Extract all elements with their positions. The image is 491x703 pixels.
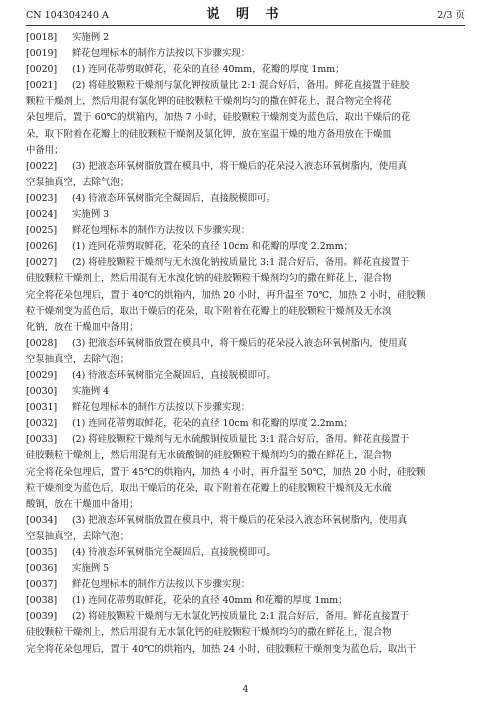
paragraph-number: [0028] bbox=[26, 337, 58, 349]
paragraph-line: 鲜花包埋标本的制作方法按以下步骤实现： bbox=[72, 579, 251, 591]
paragraph-line: (3) 把液态环氧树脂放置在模具中，将干燥后的花朵浸入液态环氧树脂内，使用真 bbox=[72, 160, 408, 172]
paragraph-line: (4) 待液态环氧树脂完全凝固后，直接脱模即可。 bbox=[72, 369, 276, 381]
paragraph-line: (1) 连同花蒂剪取鲜花，花朵的直径 40mm 和花瓣的厚度 1mm； bbox=[72, 595, 348, 607]
paragraph-line: 颗粒干燥剂上，然后用混有氯化钾的硅胶颗粒干燥剂均匀的撒在鲜花上，混合物完全将花 bbox=[26, 96, 392, 108]
paragraph-line: 空泵抽真空，去除气泡； bbox=[26, 176, 130, 188]
paragraph-number: [0038] bbox=[26, 595, 58, 607]
paragraph bbox=[26, 609, 465, 657]
paragraph-line: 鲜花包埋标本的制作方法按以下步骤实现： bbox=[72, 48, 251, 60]
paragraph bbox=[26, 336, 465, 368]
document-title: 说 明 书 bbox=[206, 7, 285, 22]
paragraph-number: [0023] bbox=[26, 192, 58, 204]
paragraph-line: (1) 连同花蒂剪取鲜花，花朵的直径 10cm 和花瓣的厚度 2.2mm； bbox=[72, 241, 353, 253]
paragraph-line: 鲜花包埋标本的制作方法按以下步骤实现： bbox=[72, 225, 251, 237]
paragraph-line: 完全将花朵包埋后，置于 40℃的烘箱内，加热 24 小时，硅胶颗粒干燥剂变为蓝色后，取出干 bbox=[26, 643, 417, 655]
paragraph bbox=[26, 239, 465, 255]
paragraph-number: [0037] bbox=[26, 579, 58, 591]
paragraph-line: (2) 将硅胶颗粒干燥剂与氯化钾按质量比 2:1 混合好后，备用。鲜花直接置于硅胶 bbox=[72, 80, 410, 92]
paragraph bbox=[26, 416, 465, 432]
paragraph-number: [0020] bbox=[26, 64, 58, 76]
paragraph-line: (4) 待液态环氧树脂完全凝固后，直接脱模即可。 bbox=[72, 547, 276, 558]
paragraph-line: 酸铜，放在干燥皿中备用； bbox=[26, 498, 139, 510]
header-rule bbox=[26, 25, 465, 26]
paragraph-line: 完全将花朵包埋后，置于 45℃的烘箱内，加热 4 小时，再升温至 50℃，加热 20 小时，硅胶颗 bbox=[26, 466, 426, 478]
paragraph bbox=[26, 223, 465, 239]
document-body bbox=[26, 30, 465, 658]
paragraph-line: 实施例 2 bbox=[72, 32, 110, 43]
paragraph-line: (1) 连同花蒂剪取鲜花，花朵的直径 40mm，花瓣的厚度 1mm； bbox=[72, 64, 345, 76]
paragraph-number: [0024] bbox=[26, 209, 58, 221]
paragraph-line: 完全将花朵包埋后，置于 40℃的烘箱内，加热 20 小时，再升温至 70℃，加热 2 小时，硅胶颗 bbox=[26, 289, 426, 301]
paragraph bbox=[26, 513, 465, 545]
paragraph-line: 硅胶颗粒干燥剂上，然后用混有无水硫酸铜的硅胶颗粒干燥剂均匀的撒在鲜花上，混合物 bbox=[26, 450, 392, 462]
paragraph-line: (1) 连同花蒂剪取鲜花，花朵的直径 10cm 和花瓣的厚度 2.2mm； bbox=[72, 418, 353, 430]
paragraph bbox=[26, 46, 465, 62]
paragraph bbox=[26, 432, 465, 512]
paragraph-line: 粒干燥剂变为蓝色后，取出干燥后的花朵，取下附着在花瓣上的硅胶颗粒干燥剂及无水溴 bbox=[26, 305, 392, 317]
paragraph bbox=[26, 400, 465, 416]
paragraph-number: [0032] bbox=[26, 418, 58, 430]
paragraph-number: [0022] bbox=[26, 160, 58, 172]
paragraph-number: [0039] bbox=[26, 611, 58, 623]
paragraph-line: (2) 将硅胶颗粒干燥剂与无水溴化钠按质量比 3:1 混合好后，备用。鲜花直接置于 bbox=[72, 257, 410, 269]
paragraph-line: 空泵抽真空，去除气泡； bbox=[26, 530, 130, 542]
paragraph-line: 朵，取下附着在花瓣上的硅胶颗粒干燥剂及氯化钾，放在室温干燥的地方备用放在干燥皿 bbox=[26, 128, 392, 140]
page-label: 2/3 页 bbox=[437, 10, 465, 21]
paragraph-line: 化钠，放在干燥皿中备用； bbox=[26, 321, 139, 333]
paragraph bbox=[26, 561, 465, 577]
paragraph bbox=[26, 78, 465, 158]
paragraph-number: [0019] bbox=[26, 48, 58, 60]
paragraph-number: [0026] bbox=[26, 241, 58, 253]
paragraph bbox=[26, 62, 465, 78]
paragraph-number: [0031] bbox=[26, 402, 58, 414]
paragraph-number: [0029] bbox=[26, 369, 58, 381]
paragraph-line: (4) 待液态环氧树脂完全凝固后，直接脱模即可。 bbox=[72, 192, 276, 204]
paragraph bbox=[26, 545, 465, 561]
paragraph-number: [0033] bbox=[26, 434, 58, 446]
paragraph bbox=[26, 577, 465, 593]
paragraph-number: [0030] bbox=[26, 386, 58, 398]
paragraph bbox=[26, 159, 465, 191]
paragraph bbox=[26, 30, 465, 46]
paragraph-number: [0027] bbox=[26, 257, 58, 269]
page-header bbox=[26, 6, 465, 26]
paragraph-line: (3) 把液态环氧树脂放置在模具中，将干燥后的花朵浸入液态环氧树脂内，使用真 bbox=[72, 514, 408, 526]
paragraph-line: 实施例 4 bbox=[72, 386, 110, 398]
paragraph-number: [0034] bbox=[26, 514, 58, 526]
paragraph-number: [0018] bbox=[26, 32, 58, 43]
paragraph-number: [0021] bbox=[26, 80, 58, 92]
paragraph-number: [0035] bbox=[26, 547, 58, 558]
paragraph-number: [0025] bbox=[26, 225, 58, 237]
paragraph-line: 鲜花包埋标本的制作方法按以下步骤实现： bbox=[72, 402, 251, 414]
paragraph bbox=[26, 255, 465, 335]
paragraph-line: 硅胶颗粒干燥剂上，然后用混有无水溴化钠的硅胶颗粒干燥剂均匀的撒在鲜花上，混合物 bbox=[26, 273, 392, 285]
paragraph bbox=[26, 593, 465, 609]
paragraph-line: (2) 将硅胶颗粒干燥剂与无水硫酸铜按质量比 3:1 混合好后，备用。鲜花直接置于 bbox=[72, 434, 410, 446]
paragraph-line: 实施例 5 bbox=[72, 563, 110, 575]
paragraph-line: 粒干燥剂变为蓝色后，取出干燥后的花朵，取下附着在花瓣上的硅胶颗粒干燥剂及无水硫 bbox=[26, 482, 392, 494]
page-number: 4 bbox=[242, 684, 249, 695]
paragraph bbox=[26, 384, 465, 400]
paragraph bbox=[26, 207, 465, 223]
paragraph-line: 空泵抽真空，去除气泡； bbox=[26, 353, 130, 365]
paragraph bbox=[26, 368, 465, 384]
paragraph-line: 实施例 3 bbox=[72, 209, 110, 221]
paragraph-number: [0036] bbox=[26, 563, 58, 575]
paragraph bbox=[26, 191, 465, 207]
paragraph-line: (2) 将硅胶颗粒干燥剂与无水氯化钙按质量比 2:1 混合好后，备用。鲜花直接置于 bbox=[72, 611, 410, 623]
paragraph-line: 硅胶颗粒干燥剂上，然后用混有无水氯化钙的硅胶颗粒干燥剂均匀的撒在鲜花上，混合物 bbox=[26, 627, 392, 639]
paragraph-line: 朵包埋后，置于 60℃的烘箱内，加热 7 小时，硅胶颗粒干燥剂变为蓝色后，取出干燥后的花 bbox=[26, 112, 411, 124]
paragraph-line: (3) 把液态环氧树脂放置在模具中，将干燥后的花朵浸入液态环氧树脂内，使用真 bbox=[72, 337, 408, 349]
paragraph-line: 中备用； bbox=[26, 144, 64, 156]
patent-number: CN 104304240 A bbox=[26, 10, 109, 21]
